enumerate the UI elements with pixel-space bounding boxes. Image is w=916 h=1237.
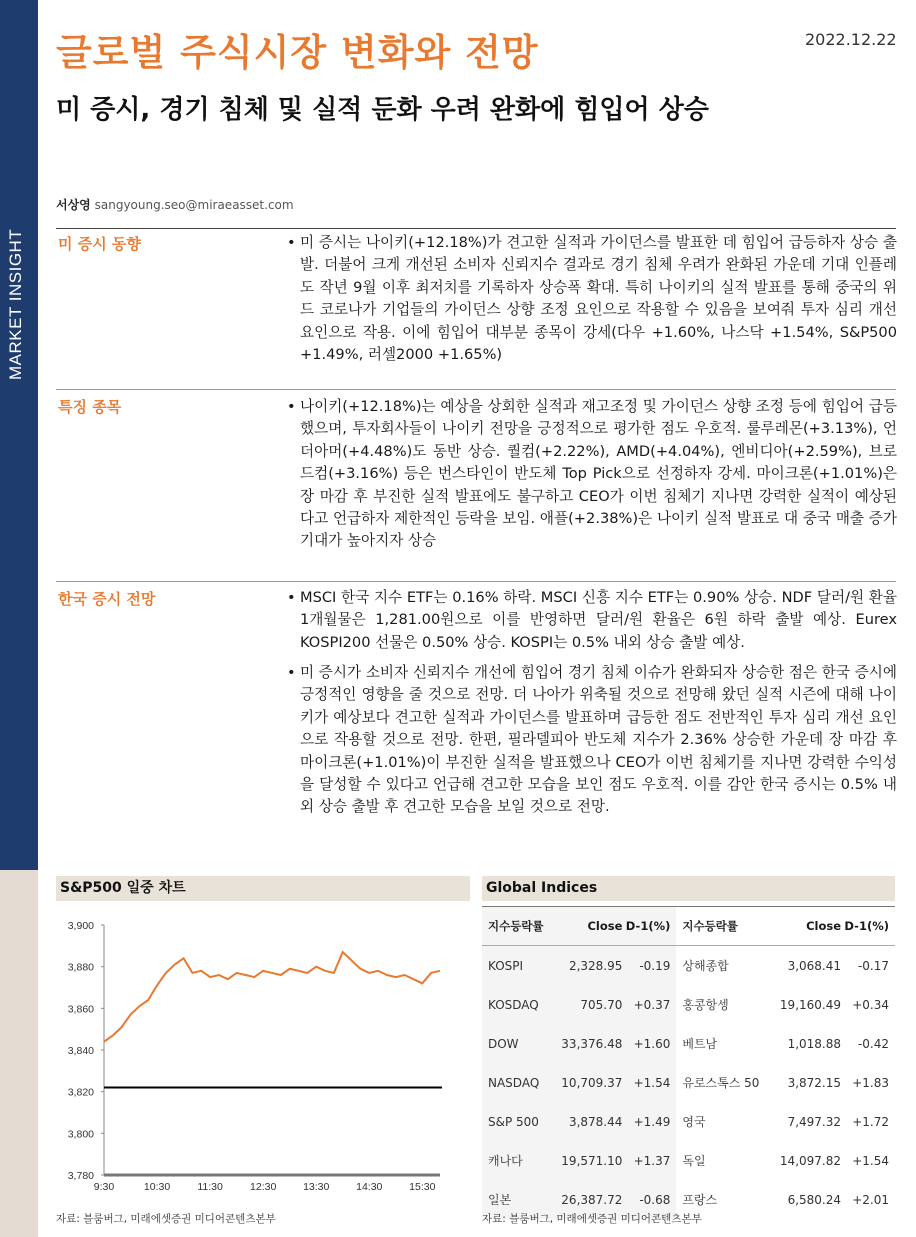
col-header-change: D-1(%) bbox=[623, 907, 676, 946]
index-name: 프랑스 bbox=[682, 1193, 718, 1207]
section-bullet: • 미 증시가 소비자 신뢰지수 개선에 힘입어 경기 침체 이슈가 완화되자 상승한 점은 한국 증시에 긍정적인 영향을 줄 것으로 전망. 더 나아가 위축될 것으로 전망해 왔던 실적 시즌에 대해 나이키가 예상보다 견고한 실적과 가이던스를 발표하며 급등한 점도 전반적인 투자 심리 개선 요인으로 작용할 것으로 전망. 한편, 필라델피아 반도체 지수가 2.36% 상승한 가운데 장 마감 후 마이크론(+1.01%)이 부진한 실적을 발표했으나 CEO가 이번 침체기를 지나면 강력한 수익성을 달성할 수 있다고 언급해 견고한 모습을 보인 점도 우호적. 이를 감안 한국 증시는 0.5% 내외 상승 출발 후 견고한 모습을 보일 것으로 전망. bbox=[287, 662, 897, 819]
index-name: DOW bbox=[482, 1024, 552, 1063]
index-change: +0.37 bbox=[623, 985, 676, 1024]
index-change: +2.01 bbox=[852, 1192, 889, 1207]
index-name: 유로스톡스 50 bbox=[682, 1076, 760, 1090]
index-close: 1,018.88 bbox=[787, 1036, 841, 1051]
index-change: -0.19 bbox=[623, 946, 676, 986]
index-change: +1.72 bbox=[852, 1114, 889, 1129]
index-close: 3,878.44 bbox=[552, 1102, 623, 1141]
index-close: 14,097.82 bbox=[779, 1153, 841, 1168]
col-header-close: Close bbox=[771, 907, 842, 946]
indices-source: 자료: 블룸버그, 미래에셋증권 미디어콘텐츠본부 bbox=[482, 1213, 702, 1225]
y-tick-label: 3,880 bbox=[67, 961, 94, 974]
index-close: 2,328.95 bbox=[552, 946, 623, 986]
y-tick-label: 3,780 bbox=[67, 1170, 94, 1182]
global-indices-table bbox=[482, 906, 895, 1219]
page-subtitle: 미 증시, 경기 침체 및 실적 둔화 우려 완화에 힘입어 상승 bbox=[56, 95, 709, 125]
page-title: 글로벌 주식시장 변화와 전망 bbox=[56, 31, 539, 74]
index-close: 26,387.72 bbox=[552, 1180, 623, 1219]
author-name: 서상영 bbox=[56, 198, 91, 212]
index-change: +1.37 bbox=[623, 1141, 676, 1180]
table-header-row bbox=[482, 907, 895, 946]
col-header-close: Close bbox=[552, 907, 623, 946]
author-email[interactable]: sangyoung.seo@miraeasset.com bbox=[94, 198, 294, 212]
y-tick-label: 3,840 bbox=[67, 1045, 94, 1057]
x-tick-label: 14:30 bbox=[356, 1181, 383, 1193]
index-name: 영국 bbox=[682, 1115, 706, 1129]
section-divider bbox=[56, 228, 896, 229]
section-label-featured-stocks: 특징 종목 bbox=[58, 398, 122, 416]
table-row bbox=[482, 1102, 895, 1141]
index-close: 19,160.49 bbox=[779, 997, 841, 1012]
index-close: 33,376.48 bbox=[552, 1024, 623, 1063]
table-row bbox=[482, 1141, 895, 1180]
index-name: 베트남 bbox=[682, 1037, 718, 1051]
index-name: 독일 bbox=[682, 1154, 706, 1168]
index-change: +1.54 bbox=[852, 1153, 889, 1168]
index-close: 10,709.37 bbox=[552, 1063, 623, 1102]
col-header-index: 지수등락률 bbox=[676, 907, 771, 946]
table-row bbox=[482, 946, 895, 986]
section-bullet: • 미 증시는 나이키(+12.18%)가 견고한 실적과 가이던스를 발표한 데 힘입어 급등하자 상승 출발. 더불어 크게 개선된 소비자 신뢰지수 결과로 경기 침체 우려가 완화된 가운데 기대 인플레도 작년 9월 이후 최저치를 기록하자 상승폭 확대. 특히 나이키의 실적 발표를 통해 중국의 위드 코로나가 기업들의 가이던스 상향 조정 요인으로 작용할 수 있음을 보여줘 투자 심리 개선 요인으로 작용. 이에 힘입어 대부분 종목이 강세(다우 +1.60%, 나스닥 +1.54%, S&P500 +1.49%, 러셀2000 +1.65%) bbox=[287, 232, 897, 366]
author-line bbox=[56, 196, 294, 213]
chart-source: 자료: 블룸버그, 미래에셋증권 미디어콘텐츠본부 bbox=[56, 1213, 276, 1225]
section-bullet: • MSCI 한국 지수 ETF는 0.16% 하락. MSCI 신흥 지수 ETF는 0.90% 상승. NDF 달러/원 환율 1개월물은 1,281.00원으로 이를 반영하면 달러/원 환율은 6원 하락 출발 예상. Eurex KOSPI200 선물은 0.50% 상승. KOSPI는 0.5% 내외 상승 출발 예상. bbox=[287, 587, 897, 654]
index-close: 3,068.41 bbox=[787, 958, 841, 973]
index-close: 3,872.15 bbox=[787, 1075, 841, 1090]
index-name: 홍콩항셍 bbox=[682, 998, 729, 1012]
index-change: -0.68 bbox=[623, 1180, 676, 1219]
index-change: -0.17 bbox=[857, 958, 889, 973]
index-name: KOSPI bbox=[482, 946, 552, 986]
sidebar-band bbox=[0, 0, 38, 870]
index-change: +1.54 bbox=[623, 1063, 676, 1102]
x-tick-label: 9:30 bbox=[93, 1181, 115, 1193]
chart-title: S&P500 일중 차트 bbox=[56, 876, 470, 901]
section-label-us-market: 미 증시 동향 bbox=[58, 235, 141, 253]
x-tick-label: 11:30 bbox=[197, 1181, 223, 1193]
index-close: 6,580.24 bbox=[787, 1192, 841, 1207]
index-close: 705.70 bbox=[552, 985, 623, 1024]
index-name: 상해종합 bbox=[682, 959, 729, 973]
sp500-intraday-chart bbox=[56, 908, 470, 1198]
x-tick-label: 10:30 bbox=[143, 1181, 171, 1193]
section-bullet: • 나이키(+12.18%)는 예상을 상회한 실적과 재고조정 및 가이던스 상향 조정 등에 힘입어 급등했으며, 투자회사들이 나이키 전망을 긍정적으로 평가한 점도 우호적. 룰루레몬(+3.13%), 언더아머(+4.48%)도 동반 상승. 퀄컴(+2.22%), AMD(+4.04%), 엔비디아(+2.59%), 브로드컴(+3.16%) 등은 번스타인이 반도체 Top Pick으로 선정하자 강세. 마이크론(+1.01%)은 장 마감 후 부진한 실적 발표에도 불구하고 CEO가 이번 침체기 지나면 강력한 실적이 예상된다고 언급하자 제한적인 등락을 보임. 애플(+2.38%)은 나이키 실적 발표로 대 중국 매출 증가 기대가 높아지자 상승 bbox=[287, 396, 897, 553]
index-change: +1.60 bbox=[623, 1024, 676, 1063]
table-row bbox=[482, 1024, 895, 1063]
sidebar-bottom-band bbox=[0, 870, 38, 1237]
index-change: +1.49 bbox=[623, 1102, 676, 1141]
table-row bbox=[482, 1063, 895, 1102]
index-close: 7,497.32 bbox=[787, 1114, 841, 1129]
y-tick-label: 3,900 bbox=[67, 920, 94, 932]
sidebar-label: MARKET INSIGHT bbox=[6, 228, 25, 380]
x-tick-label: 15:30 bbox=[409, 1181, 436, 1193]
report-date: 2022.12.22 bbox=[805, 30, 897, 49]
x-axis bbox=[94, 1175, 440, 1193]
index-change: +0.34 bbox=[852, 997, 889, 1012]
index-name: S&P 500 bbox=[482, 1102, 552, 1141]
series-line-sp500 bbox=[104, 952, 440, 1042]
index-name: NASDAQ bbox=[482, 1063, 552, 1102]
x-tick-label: 12:30 bbox=[250, 1181, 277, 1193]
x-tick-label: 13:30 bbox=[303, 1181, 330, 1193]
y-tick-label: 3,820 bbox=[67, 1086, 94, 1099]
y-tick-label: 3,860 bbox=[67, 1003, 94, 1016]
index-name: 일본 bbox=[482, 1180, 552, 1219]
section-label-korea-outlook: 한국 증시 전망 bbox=[58, 590, 156, 608]
y-tick-label: 3,800 bbox=[67, 1128, 94, 1141]
section-divider bbox=[56, 389, 896, 390]
col-header-change: D-1(%) bbox=[842, 907, 895, 946]
section-divider bbox=[56, 581, 896, 582]
index-name: 캐나다 bbox=[482, 1141, 552, 1180]
y-axis bbox=[68, 920, 104, 1182]
col-header-index: 지수등락률 bbox=[482, 907, 552, 946]
index-change: -0.42 bbox=[857, 1036, 889, 1051]
index-name: KOSDAQ bbox=[482, 985, 552, 1024]
indices-title: Global Indices bbox=[482, 876, 895, 901]
table-row bbox=[482, 985, 895, 1024]
index-change: +1.83 bbox=[852, 1075, 889, 1090]
index-close: 19,571.10 bbox=[552, 1141, 623, 1180]
